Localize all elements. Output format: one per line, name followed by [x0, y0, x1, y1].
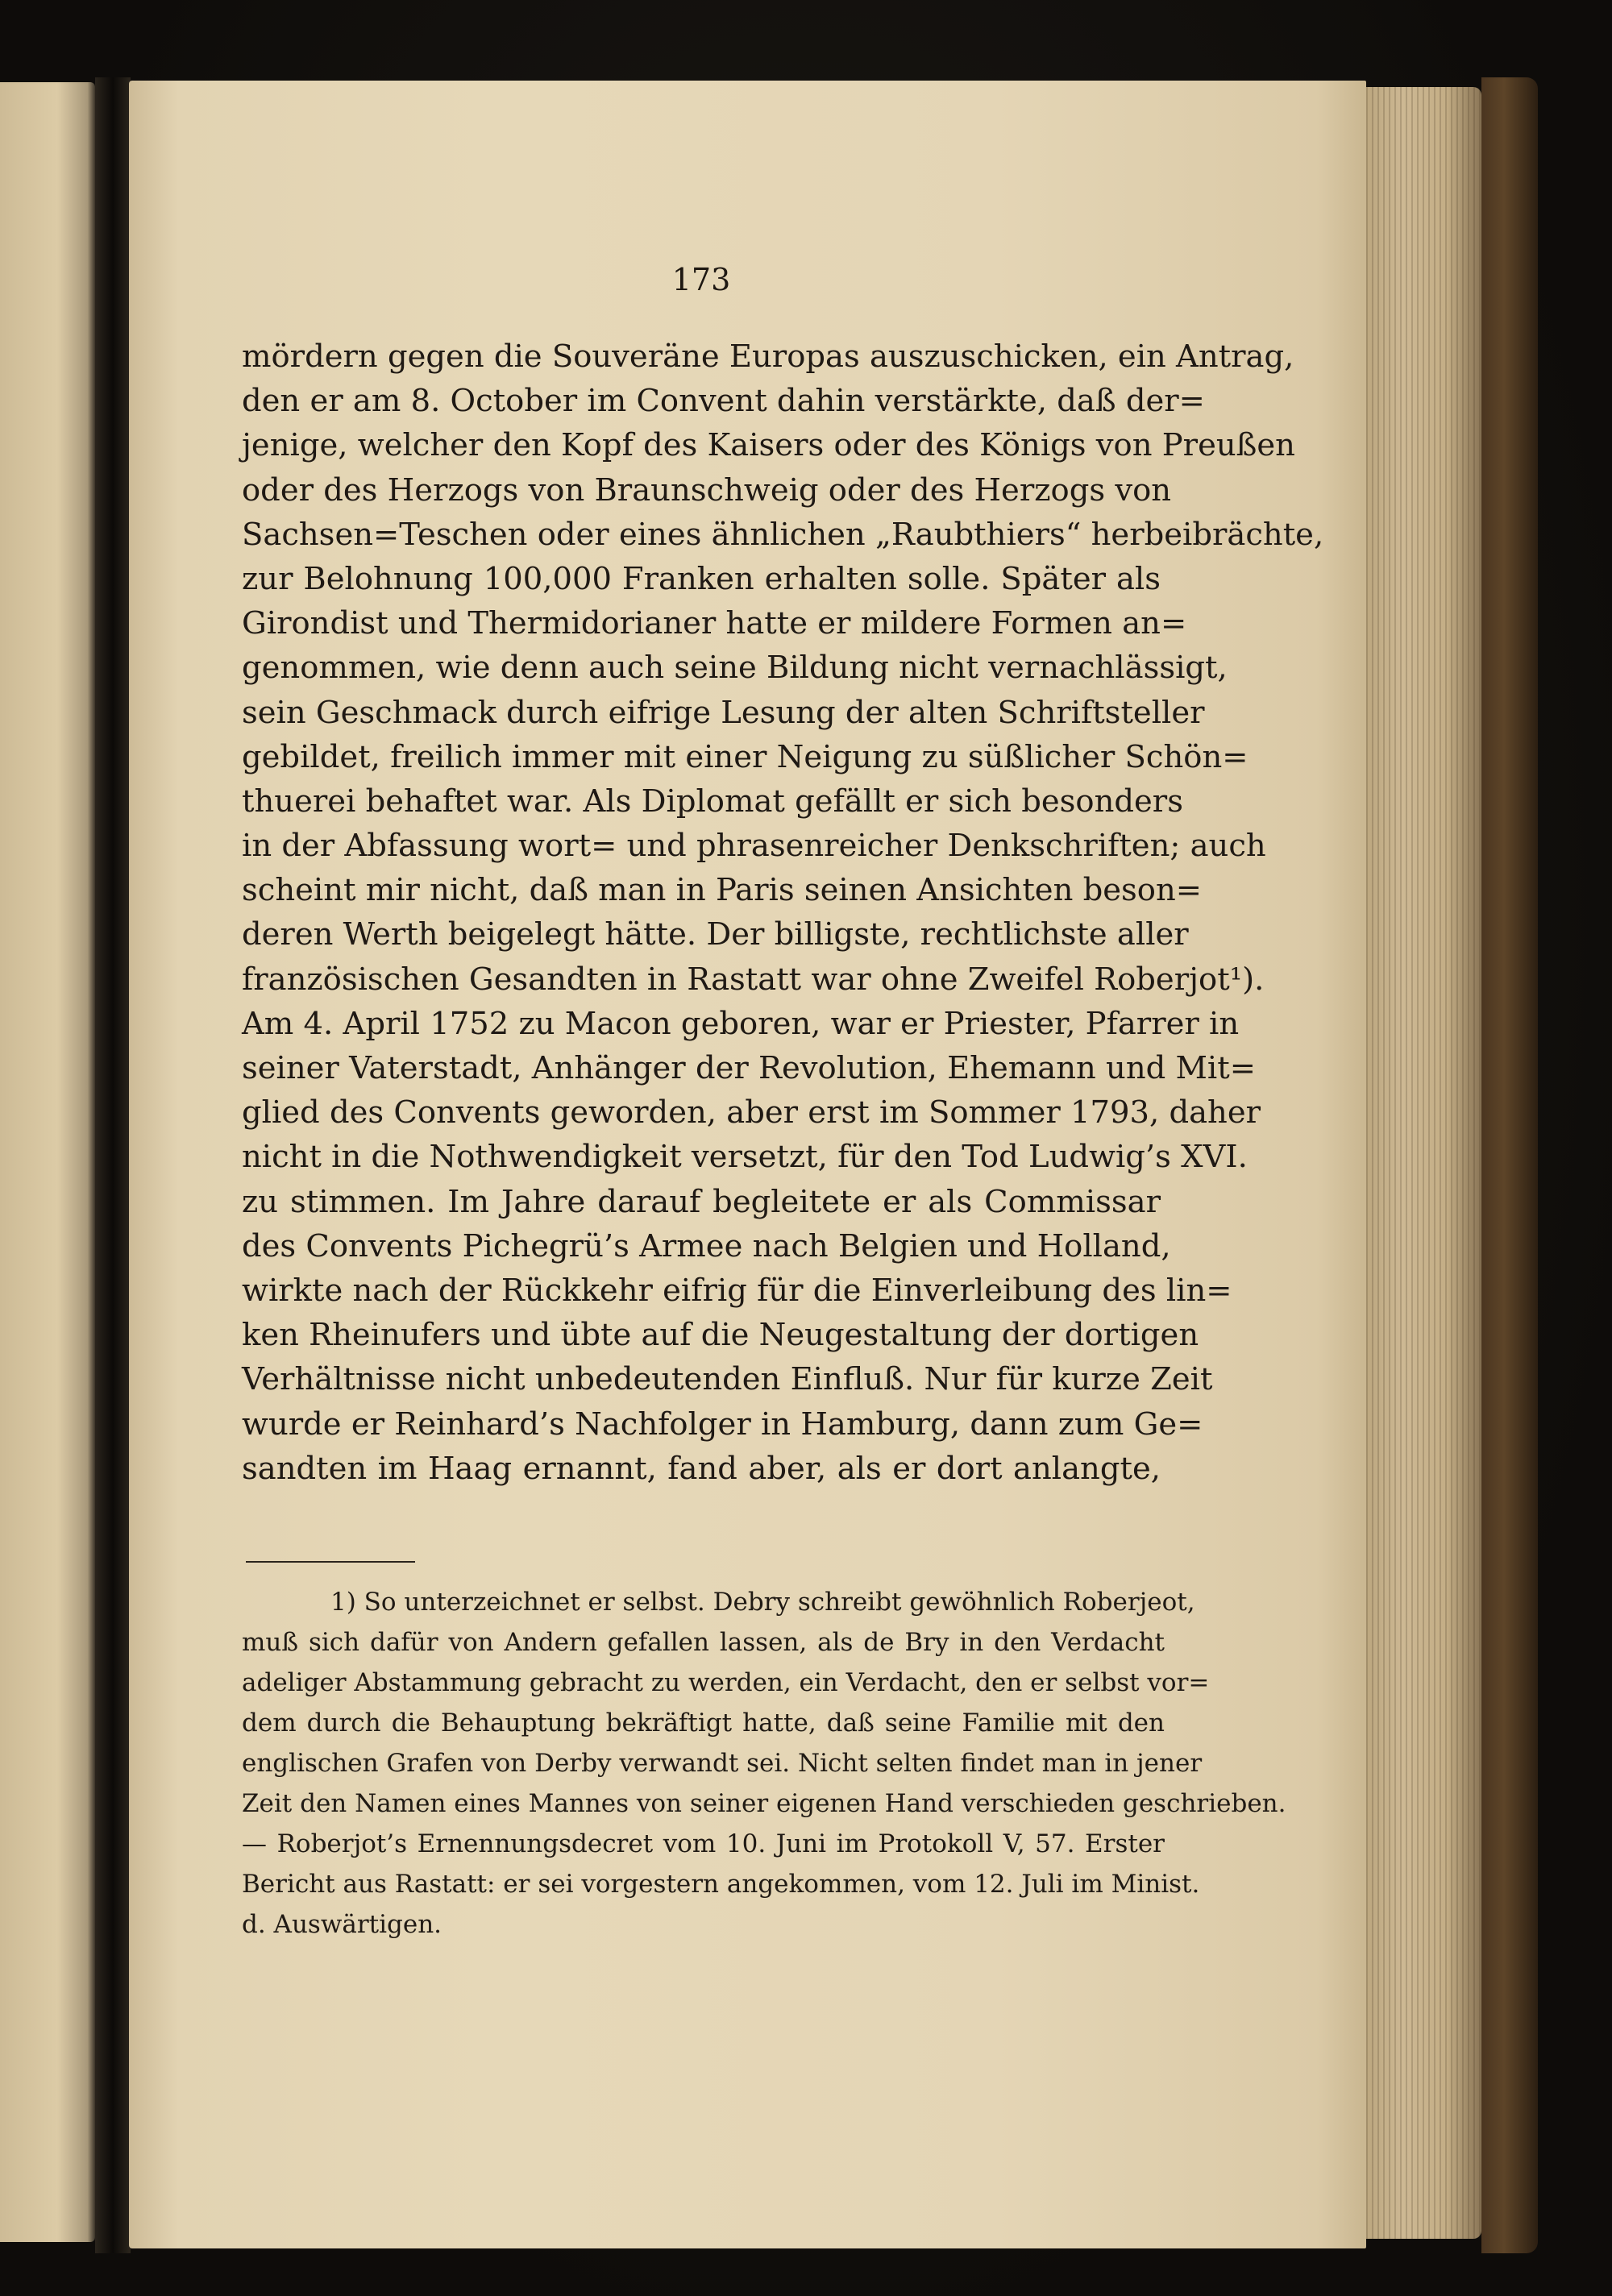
left-page-edge — [0, 82, 95, 2242]
footnotes — [242, 1582, 1286, 1945]
text-line: zu stimmen. Im Jahre darauf begleitete er als Commissar — [242, 1183, 1161, 1220]
footnote-line: muß sich dafür von Andern gefallen lassen, als de Bry in den Verdacht — [242, 1628, 1165, 1657]
text-line: glied des Convents geworden, aber erst im Sommer 1793, daher — [242, 1094, 1261, 1131]
text-line: in der Abfassung wort= und phrasenreicher Denkschriften; auch — [242, 828, 1266, 865]
text-line: oder des Herzogs von Braunschweig oder des Herzogs von — [242, 471, 1172, 509]
text-line: nicht in die Nothwendigkeit versetzt, für den Tod Ludwig’s XVI. — [242, 1139, 1248, 1176]
text-line: zur Belohnung 100,000 Franken erhalten solle. Später als — [242, 560, 1161, 597]
text-line: den er am 8. October im Convent dahin verstärkte, daß der= — [242, 383, 1205, 420]
text-line: sandten im Haag ernannt, fand aber, als er dort anlangte, — [242, 1450, 1161, 1487]
text-line: Sachsen=Teschen oder eines ähnlichen „Raubthiers“ herbeibrächte, — [242, 516, 1324, 553]
text-line: sein Geschmack durch eifrige Lesung der alten Schriftsteller — [242, 694, 1205, 731]
text-line: Verhältnisse nicht unbedeutenden Einfluß. Nur für kurze Zeit — [242, 1361, 1213, 1398]
footnote-line: — Roberjot’s Ernennungsdecret vom 10. Juni im Protokoll V, 57. Erster — [242, 1829, 1165, 1858]
text-line: gebildet, freilich immer mit einer Neigung zu süßlicher Schön= — [242, 738, 1248, 775]
footnote-rule — [246, 1561, 415, 1563]
text-line: scheint mir nicht, daß man in Paris seinen Ansichten beson= — [242, 872, 1203, 909]
text-line: des Convents Pichegrü’s Armee nach Belgien und Holland, — [242, 1227, 1171, 1264]
text-line: jenige, welcher den Kopf des Kaisers oder des Königs von Preußen — [242, 427, 1295, 464]
footnote-line: adeliger Abstammung gebracht zu werden, ein Verdacht, den er selbst vor= — [242, 1668, 1210, 1697]
text-line: mördern gegen die Souveräne Europas auszuschicken, ein Antrag, — [242, 338, 1294, 375]
text-line: Girondist und Thermidorianer hatte er mildere Formen an= — [242, 605, 1187, 642]
text-line: thuerei behaftet war. Als Diplomat gefällt er sich besonders — [242, 783, 1183, 820]
body-text — [242, 334, 1324, 1491]
page-edge-stack — [1361, 87, 1481, 2239]
page-number: 173 — [671, 262, 731, 297]
text-line: wirkte nach der Rückkehr eifrig für die Einverleibung des lin= — [242, 1272, 1232, 1309]
text-line: ken Rheinufers und übte auf die Neugestaltung der dortigen — [242, 1317, 1199, 1354]
footnote-line: Zeit den Namen eines Mannes von seiner eigenen Hand verschieden geschrieben. — [242, 1789, 1286, 1818]
text-line: Am 4. April 1752 zu Macon geboren, war er Priester, Pfarrer in — [242, 1005, 1240, 1042]
book-cover-edge — [1481, 77, 1538, 2253]
text-line: französischen Gesandten in Rastatt war ohne Zweifel Roberjot¹). — [242, 961, 1265, 998]
footnote-line: Bericht aus Rastatt: er sei vorgestern angekommen, vom 12. Juli im Minist. — [242, 1870, 1200, 1899]
footnote-line: d. Auswärtigen. — [242, 1910, 442, 1939]
book-gutter — [95, 77, 131, 2253]
footnote-line: englischen Grafen von Derby verwandt sei. Nicht selten findet man in jener — [242, 1749, 1203, 1778]
footnote-line: 1) So unterzeichnet er selbst. Debry schreibt gewöhnlich Roberjeot, — [330, 1588, 1195, 1617]
text-line: genommen, wie denn auch seine Bildung nicht vernachlässigt, — [242, 650, 1228, 687]
text-line: seiner Vaterstadt, Anhänger der Revolution, Ehemann und Mit= — [242, 1050, 1256, 1086]
text-line: deren Werth beigelegt hätte. Der billigste, rechtlichste aller — [242, 916, 1189, 953]
footnote-line: dem durch die Behauptung bekräftigt hatte, daß seine Familie mit den — [242, 1709, 1165, 1738]
text-line: wurde er Reinhard’s Nachfolger in Hamburg, dann zum Ge= — [242, 1405, 1203, 1443]
